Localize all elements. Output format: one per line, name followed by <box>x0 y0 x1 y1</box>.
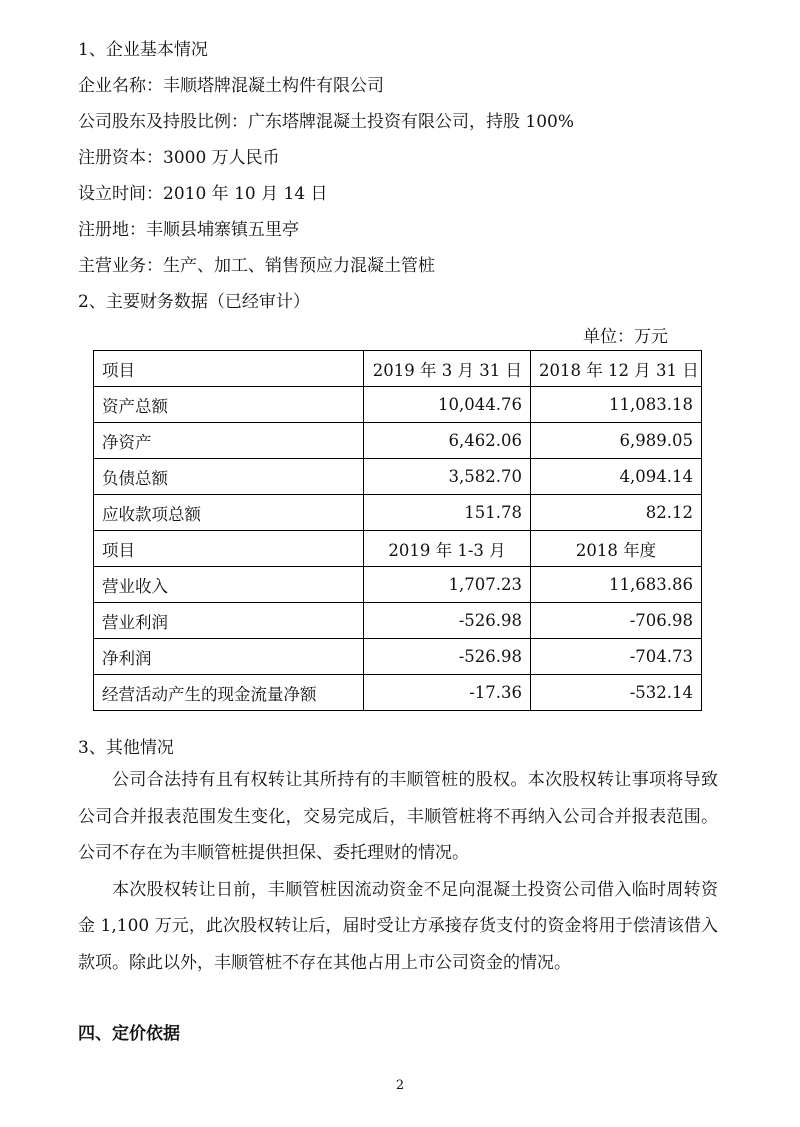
row-label: 经营活动产生的现金流量净额 <box>94 675 364 711</box>
table-row <box>94 495 702 531</box>
shareholder-line: 公司股东及持股比例：广东塔牌混凝土投资有限公司，持股 100% <box>78 112 575 132</box>
row-value: 11,683.86 <box>531 567 702 603</box>
row-value: -526.98 <box>364 603 531 639</box>
paragraph: 本次股权转让日前，丰顺管桩因流动资金不足向混凝土投资公司借入临时周转资金 1,100 万元，此次股权转让后，届时受让方承接存货支付的资金将用于偿清该借入款项。除此以外，丰顺管桩不存在其他占用上市公司资金的情况。 <box>78 879 718 973</box>
row-value: 3,582.70 <box>364 459 531 495</box>
row-value: 11,083.18 <box>531 387 702 423</box>
table-row <box>94 423 702 459</box>
row-value: -526.98 <box>364 639 531 675</box>
row-value: 6,989.05 <box>531 423 702 459</box>
section4-heading: 四、定价依据 <box>78 1024 180 1044</box>
row-value: 10,044.76 <box>364 387 531 423</box>
table-row <box>94 387 702 423</box>
row-label: 营业利润 <box>94 603 364 639</box>
section3-heading: 3、其他情况 <box>78 738 174 758</box>
table-header-row <box>94 351 702 387</box>
financial-data-table <box>93 350 702 711</box>
row-label: 应收款项总额 <box>94 495 364 531</box>
page-number: 2 <box>395 1078 405 1093</box>
row-value: -704.73 <box>531 639 702 675</box>
row-value: 4,094.14 <box>531 459 702 495</box>
section2-heading: 2、主要财务数据（已经审计） <box>78 292 310 312</box>
section1-heading: 1、企业基本情况 <box>78 40 208 60</box>
row-value: -532.14 <box>531 675 702 711</box>
table-row <box>94 603 702 639</box>
main-business-line: 主营业务：生产、加工、销售预应力混凝土管桩 <box>78 256 435 276</box>
row-value: -706.98 <box>531 603 702 639</box>
header-cell: 项目 <box>94 351 364 387</box>
row-label: 净利润 <box>94 639 364 675</box>
paragraph: 公司合法持有且有权转让其所持有的丰顺管桩的股权。本次股权转让事项将导致公司合并报表范围发生变化，交易完成后，丰顺管桩将不再纳入公司合并报表范围。公司不存在为丰顺管桩提供担保、委托理财的情况。 <box>78 770 718 863</box>
row-value: 1,707.23 <box>364 567 531 603</box>
row-value: -17.36 <box>364 675 531 711</box>
row-value: 151.78 <box>364 495 531 531</box>
header-cell: 2019 年 1-3 月 <box>364 531 531 567</box>
table-row <box>94 675 702 711</box>
header-cell: 2019 年 3 月 31 日 <box>364 351 531 387</box>
table-row <box>94 567 702 603</box>
row-label: 营业收入 <box>94 567 364 603</box>
header-cell: 2018 年度 <box>531 531 702 567</box>
row-value: 82.12 <box>531 495 702 531</box>
table-header-row <box>94 531 702 567</box>
table-row <box>94 459 702 495</box>
row-label: 负债总额 <box>94 459 364 495</box>
registered-address-line: 注册地：丰顺县埔寨镇五里亭 <box>78 220 299 240</box>
row-label: 资产总额 <box>94 387 364 423</box>
unit-label: 单位：万元 <box>583 327 668 347</box>
registered-capital-line: 注册资本：3000 万人民币 <box>78 148 280 168</box>
section3-body <box>78 762 718 981</box>
established-date-line: 设立时间：2010 年 10 月 14 日 <box>78 184 328 204</box>
header-cell: 项目 <box>94 531 364 567</box>
company-name-line: 企业名称：丰顺塔牌混凝土构件有限公司 <box>78 76 384 96</box>
table-row <box>94 639 702 675</box>
row-label: 净资产 <box>94 423 364 459</box>
row-value: 6,462.06 <box>364 423 531 459</box>
header-cell: 2018 年 12 月 31 日 <box>531 351 702 387</box>
